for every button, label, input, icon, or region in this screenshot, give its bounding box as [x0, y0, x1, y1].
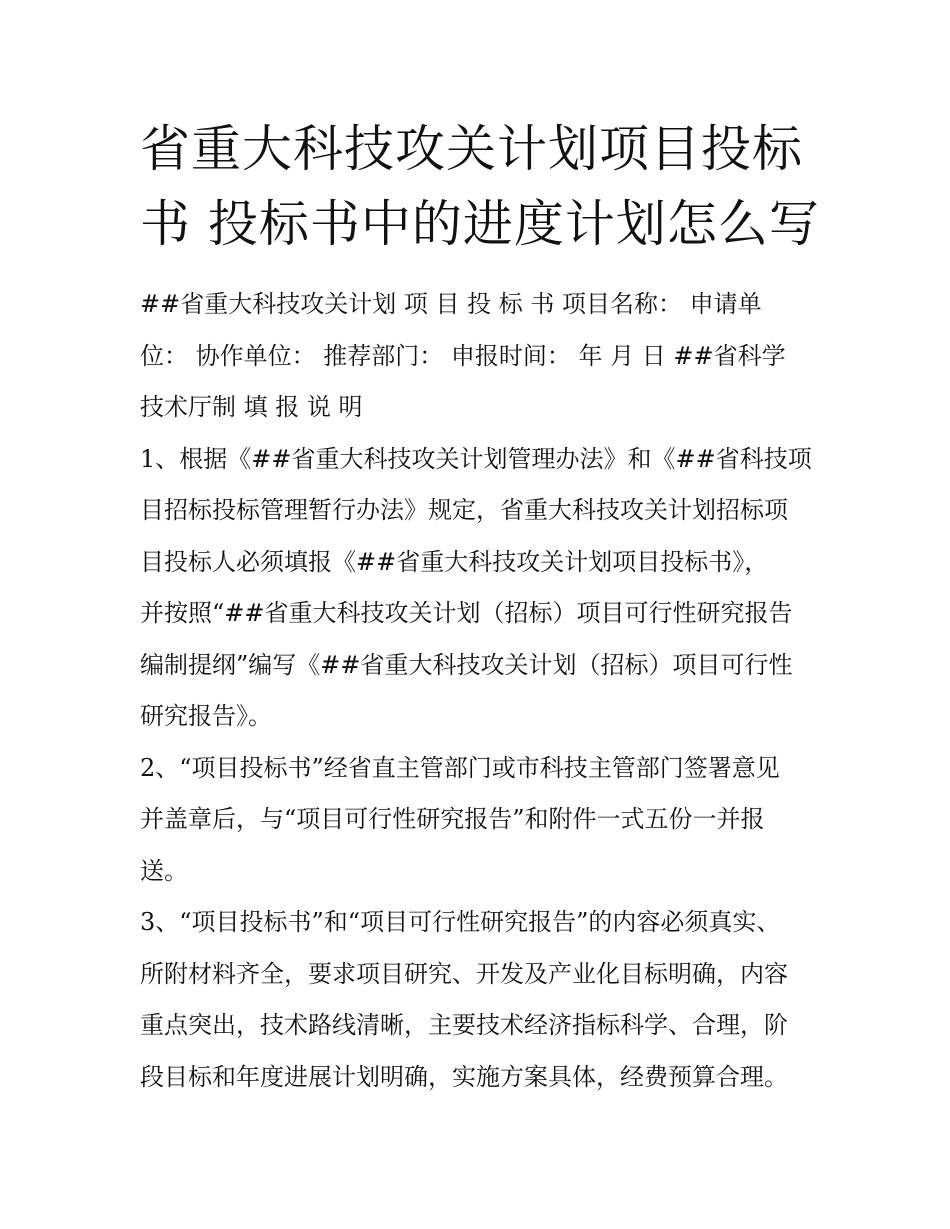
text-line: 1、根据《##省重大科技攻关计划管理办法》和《##省科技项	[140, 444, 812, 473]
text-line: 段目标和年度进展计划明确，实施方案具体，经费预算合理。	[140, 1062, 788, 1091]
document-title	[140, 112, 830, 262]
text-line: 目投标人必须填报《##省重大科技攻关计划项目投标书》，	[140, 547, 769, 576]
title-line: 书 投标书中的进度计划怎么写	[140, 195, 820, 253]
title-line: 省重大科技攻关计划项目投标	[140, 120, 803, 178]
text-line: 所附材料齐全，要求项目研究、开发及产业化目标明确，内容	[140, 959, 788, 988]
text-line: 目招标投标管理暂行办法》规定，省重大科技攻关计划招标项	[140, 496, 788, 524]
text-line: 编制提纲”编写《##省重大科技攻关计划（招标）项目可行性	[140, 650, 793, 679]
text-line: 3、“项目投标书”和“项目可行性研究报告”的内容必须真实、	[140, 908, 781, 936]
text-line: 并按照“##省重大科技攻关计划（招标）项目可行性研究报告	[140, 599, 793, 627]
text-line: 技术厅制 填 报 说 明	[140, 393, 363, 421]
intro-paragraph	[140, 279, 820, 434]
instruction-item-2	[140, 743, 820, 898]
text-line: 送。	[140, 856, 188, 885]
text-line: 位： 协作单位： 推荐部门： 申报时间： 年 月 日 ##省科学	[140, 341, 786, 370]
text-line: 研究报告》。	[140, 702, 272, 730]
text-line: 并盖章后，与“项目可行性研究报告”和附件一式五份一并报	[140, 805, 765, 833]
text-line: 2、“项目投标书”经省直主管部门或市科技主管部门签署意见	[140, 753, 780, 782]
text-line: ##省重大科技攻关计划 项 目 投 标 书 项目名称： 申请单	[140, 290, 762, 318]
text-line: 重点突出，技术路线清晰，主要技术经济指标科学、合理，阶	[140, 1011, 788, 1039]
document-body	[140, 279, 820, 1103]
instruction-item-1	[140, 434, 820, 743]
instruction-item-3	[140, 897, 820, 1103]
